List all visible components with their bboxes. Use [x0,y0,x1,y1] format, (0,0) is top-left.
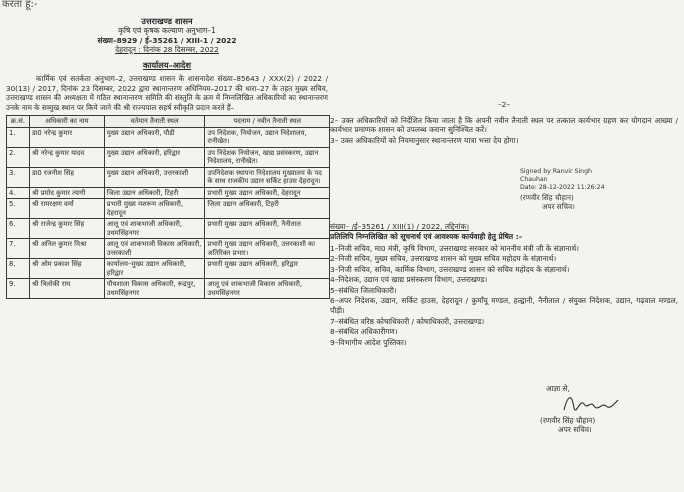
cell-serial: 9. [7,279,30,299]
list-item: 3–निजी सचिव, सचिव, कार्मिक विभाग, उत्तराखण्ड शासन को सचिव महोदय के संज्ञानार्थ। [330,264,570,274]
cell-current: आलू एवं शाकभाजी अधिकारी, उधमसिंहनगर [104,219,205,239]
cell-name: श्री प्रमोद कुमार त्यागी [29,187,104,198]
cell-name: श्री अनिल कुमार मिश्रा [29,239,104,259]
table-row [7,167,330,187]
cell-new: उप निदेशक, नियोजन, उद्यान निदेशालय, रानीखेत। [205,127,330,147]
handwritten-signature-icon [560,388,620,418]
cell-serial: 1. [7,127,30,147]
cell-current: आलू एवं शाकभाजी विकास अधिकारी, उत्तरकाशी [104,239,205,259]
govt-heading: उत्तराखण्ड शासन [141,16,193,26]
cell-new: उप निदेशक नियोजन, खाद्य प्रसंस्करण, उद्यान निदेशालय, रानीखेत। [205,147,330,167]
cell-name: श्री ओम प्रकाश सिंह [29,259,104,279]
table-row [7,239,330,259]
copy-section [330,222,678,348]
right-page [330,100,678,147]
order-title: कार्यालय–आदेश [143,60,191,71]
cell-new: प्रभारी मुख्य उद्यान अधिकारी, देहरादून [205,187,330,198]
cell-name: डा0 नरेन्द्र कुमार [29,127,104,147]
cell-serial: 3. [7,167,30,187]
cell-name: श्री नरेन्द्र कुमार यादव [29,147,104,167]
cell-name: श्री राजेन्द्र कुमार सिंह [29,219,104,239]
list-item: 9–विभागीय आदेश पुस्तिका। [330,337,407,347]
point-3: 3– उक्त अधिकारियों को नियमानुसार स्थानान्तरण यात्रा भत्ता देय होगा। [330,135,519,145]
cell-new: जिला उद्यान अधिकारी, टिहरी [205,199,330,219]
cell-current: कार्यालय–मुख्य उद्यान अधिकारी, हरिद्वार [104,259,205,279]
signer-designation: अपर सचिव। [542,202,575,212]
cell-serial: 7. [7,239,30,259]
cell-serial: 6. [7,219,30,239]
cell-current: मुख्य उद्यान अधिकारी, हरिद्वार [104,147,205,167]
table-row [7,187,330,198]
body-paragraph: कार्मिक एवं सतर्कता अनुभाग–2, उत्तराखण्ड शासन के शासनादेश संख्या–85643 / XXX(2) / 2022 / 30(13) / 2017, दिनांक 23 दिसम्बर, 2022 द्वारा स्थानान्तरण अधिनियम–2017 की धारा–27 के तहत मुख्य सचिव, उत्तराखण्ड शासन की अध्यक्षता में गठित स्थानान्तरण समिति की संस्तुति के क्रम में निम्नलिखित अधिकारियों का स्थानान्तरण उनके नाम के सम्मुख स्थान पर किये जाने की श्री राज्यपाल सहर्ष स्वीकृति प्रदान करते हैं– [6,74,328,112]
by-order: आज्ञा से, [546,384,570,393]
cell-serial: 5. [7,199,30,219]
cell-current: मुख्य उद्यान अधिकारी, उत्तरकाशी [104,167,205,187]
table-row [7,219,330,239]
table-row [7,199,330,219]
cell-name: डा0 रजनीश सिंह [29,167,104,187]
list-item: 4–निदेशक, उद्यान एवं खाद्य प्रसंस्करण विभाग, उत्तराखण्ड। [330,275,488,285]
table-header-row [7,116,330,127]
list-item: 6–अपर निदेशक, उद्यान, सर्किट हाउस, देहरादून / कुमाँयू मण्डल, हल्द्वानी, नैनीताल / संयुक्त निदेशक, उद्यान, गढ़वाल मण्डल, पौड़ी। [330,296,678,316]
cell-serial: 2. [7,147,30,167]
list-item: 5–संबंधित जिलाधिकारी। [330,285,397,295]
page-number: –2– [497,100,511,109]
closing-designation: अपर सचिव। [558,425,592,435]
transfer-table [6,115,330,299]
cut-off-text: करता हूं:- [2,0,38,10]
col-header-new-post: पदनाम / नवीन तैनाती स्थल [205,116,330,127]
signature-date: Date: 28-12-2022 11:26:24 [520,183,605,191]
cell-name: श्री रामरक्षण वर्मा [29,199,104,219]
table-row [7,259,330,279]
signed-by: Signed by Ranvir Singh [520,168,592,175]
cell-current: जिला उद्यान अधिकारी, टिहरी [104,187,205,198]
table-row [7,127,330,147]
list-item: 8–संबंधित अधिकारीगण। [330,327,398,337]
cell-new: प्रभारी मुख्य उद्यान अधिकारी, उत्तरकाशी का अतिरिक्त प्रभार। [205,239,330,259]
list-item: 1–निजी सचिव, मा0 मंत्री, कृषि विभाग, उत्तराखण्ड सरकार को माननीय मंत्री जी के संज्ञानार्थ। [330,243,579,253]
letter-date: देहरादून : दिनांक 28 दिसम्बर, 2022 [115,44,219,54]
list-item: 2–निजी सचिव, मुख्य सचिव, उत्तराखण्ड शासन को मुख्य सचिव महोदय के संज्ञानार्थ। [330,254,557,264]
cell-serial: 8. [7,259,30,279]
cell-serial: 4. [7,187,30,198]
col-header-name: अधिकारी का नाम [29,116,104,127]
cell-name: श्री त्रिलोकी राय [29,279,104,299]
signer-name: (रणवीर सिंह चौहान) [520,193,574,203]
cell-current: प्रभारी मुख्य मशरूम अधिकारी, देहरादून [104,199,205,219]
left-page [6,14,328,299]
col-header-serial: क्र.सं. [7,116,30,127]
letter-number: संख्या–8929 / ई–35261 / XIII-1 / 2022 [97,35,237,45]
cell-current: पौधशाला विकास अधिकारी, रूद्रपुर, उधमसिंहनगर [104,279,205,299]
cell-new: प्रभारी मुख्य उद्यान अधिकारी, नैनीताल [205,219,330,239]
list-item: 7–संबंधित वरिष्ठ कोषाधिकारी / कोषाधिकारी, उत्तराखण्ड। [330,316,485,326]
closing-name: (रणवीर सिंह चौहान) [540,415,596,425]
cell-new: उपनिदेशक स्थापना निदेशालय मुख्यालय के पद के साथ राजकीय उद्यान सर्किट हाउस देहरादून। [205,167,330,187]
col-header-current-post: वर्तमान तैनाती स्थल [104,116,205,127]
copy-intro: प्रतिलिपि निम्नलिखित को सूचनार्थ एवं आवश्यक कार्यवाही हेतु प्रेषित :– [330,231,523,241]
digital-signature-block [520,168,670,211]
table-row [7,279,330,299]
cell-new: प्रभारी मुख्य उद्यान अधिकारी, हरिद्वार [205,259,330,279]
section-heading: कृषि एवं कृषक कल्याण अनुभाग–1 [118,26,216,36]
copy-list [330,244,678,348]
signer-surname: Chauhan [520,175,548,183]
cell-current: मुख्य उद्यान अधिकारी, पौड़ी [104,127,205,147]
cell-new: आलू एवं शाकभाजी विकास अधिकारी, उधमसिंहनगर [205,279,330,299]
copy-reference: संख्या– /ई–35261 / XIII(1) / 2022, तद्दिनांक। [330,222,470,231]
point-2: 2– उक्त अधिकारियों को निर्देशित किया जाता है कि अपनी नवीन तैनाती स्थल पर तत्काल कार्यभार ग्रहण कर योगदान आख्या / कार्यभार प्रमाणक शासन को उपलब्ध कराना सुनिश्चित करें। [330,115,678,135]
table-row [7,147,330,167]
